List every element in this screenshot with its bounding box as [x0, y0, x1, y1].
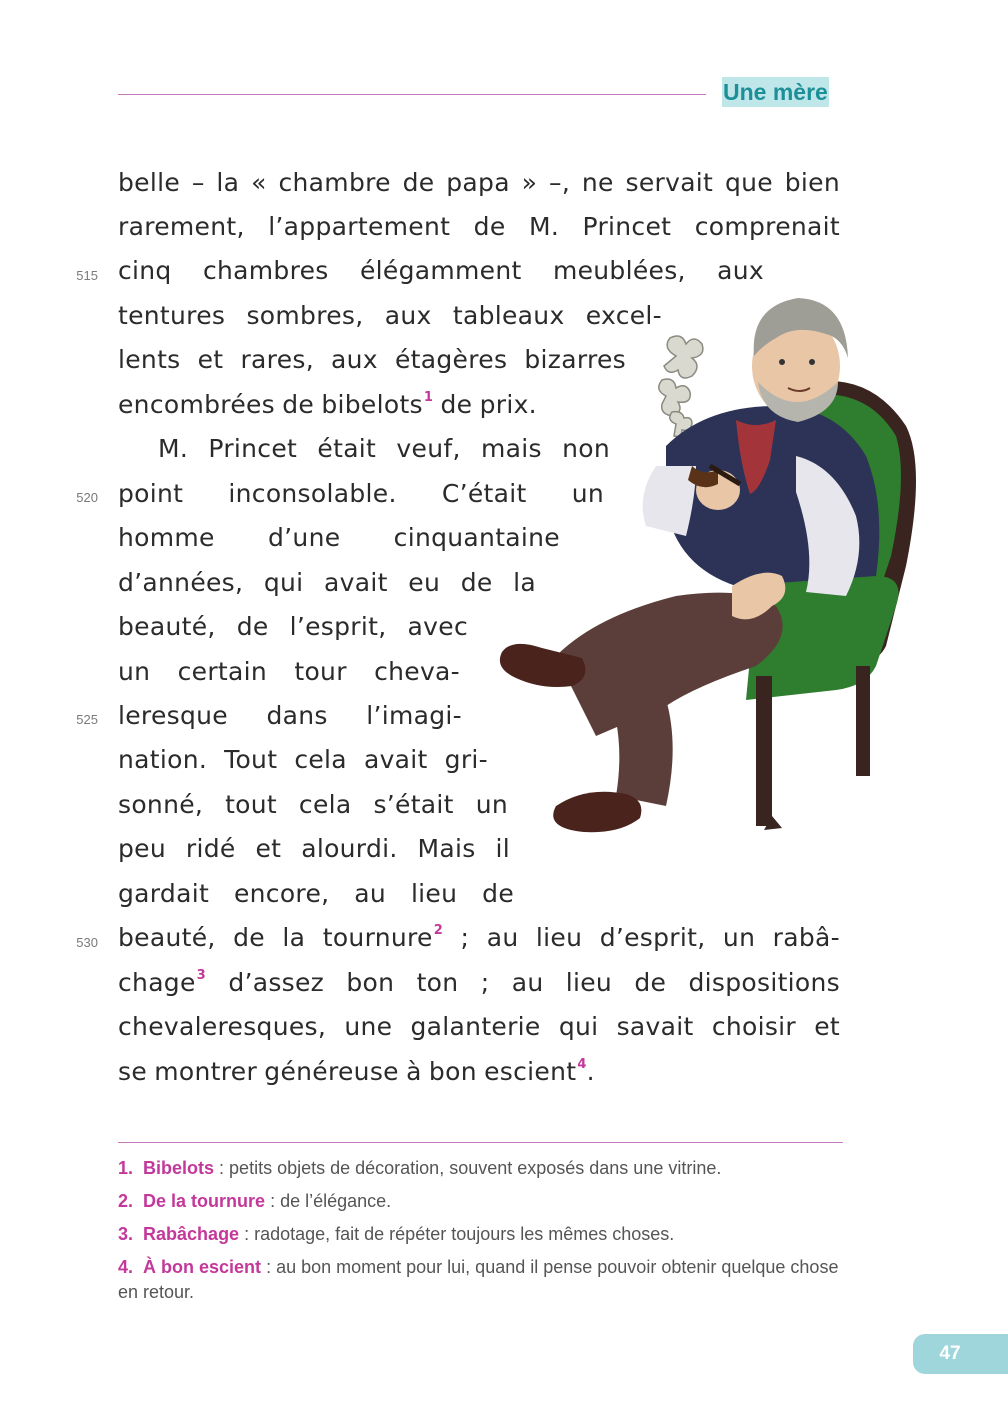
- text-line: leresque dans l’imagi-: [118, 701, 462, 730]
- text-line: chage$^3$ d’assez bon ton ; au lieu de dispositions: [118, 967, 840, 997]
- footnote-ref-4[interactable]: 4: [577, 1056, 587, 1072]
- text-line: encombrées de bibelots$^1$ de prix.: [118, 389, 537, 419]
- footnote-4: 4. À bon escient : au bon moment pour lui, quand il pense pouvoir obtenir quelque chose en retour.: [118, 1257, 839, 1302]
- line-number: 515: [76, 268, 98, 283]
- text-line: lents et rares, aux étagères bizarres: [118, 345, 626, 374]
- footnote-3: 3. Rabâchage : radotage, fait de répéter toujours les mêmes choses.: [118, 1224, 675, 1244]
- text-line: rarement, l’appartement de M. Princet comprenait: [118, 212, 840, 241]
- footnote-ref-3[interactable]: 3: [196, 967, 207, 983]
- footnote-rule: [118, 1142, 843, 1143]
- footnote-1: 1. Bibelots : petits objets de décoration, souvent exposés dans une vitrine.: [118, 1158, 722, 1178]
- text-line: d’années, qui avait eu de la: [118, 568, 536, 597]
- text-line: cinq chambres élégamment meublées, aux: [118, 256, 764, 285]
- text-line: point inconsolable. C’était un: [118, 479, 604, 508]
- header-rule: [118, 94, 706, 95]
- text-line: nation. Tout cela avait gri-: [118, 745, 488, 774]
- line-number: 530: [76, 935, 98, 950]
- text-line: belle – la « chambre de papa » –, ne servait que bien: [118, 168, 840, 197]
- text-line: un certain tour cheva-: [118, 657, 460, 686]
- footnote-ref-2[interactable]: 2: [433, 922, 444, 938]
- line-number: 520: [76, 490, 98, 505]
- text-line: homme d’une cinquantaine: [118, 523, 560, 552]
- text-line: peu ridé et alourdi. Mais il: [118, 834, 510, 863]
- text-line: beauté, de la tournure$^2$ ; au lieu d’esprit, un rabâ-: [118, 922, 840, 952]
- text-line: chevaleresques, une galanterie qui savait choisir et: [118, 1012, 840, 1041]
- section-title: Une mère: [723, 79, 828, 105]
- text-line: se montrer généreuse à bon escient$^4$.: [118, 1056, 595, 1086]
- footnote-2: 2. De la tournure : de l’élégance.: [118, 1191, 392, 1211]
- page-number: 47: [939, 1343, 961, 1364]
- footnote-ref-1[interactable]: 1: [423, 389, 434, 405]
- text-line: sonné, tout cela s’était un: [118, 790, 508, 819]
- text-line: M. Princet était veuf, mais non: [158, 434, 610, 463]
- text-line: gardait encore, au lieu de: [118, 879, 514, 908]
- text-line: tentures sombres, aux tableaux excel-: [118, 301, 662, 330]
- text-line: beauté, de l’esprit, avec: [118, 612, 468, 641]
- line-number: 525: [76, 712, 98, 727]
